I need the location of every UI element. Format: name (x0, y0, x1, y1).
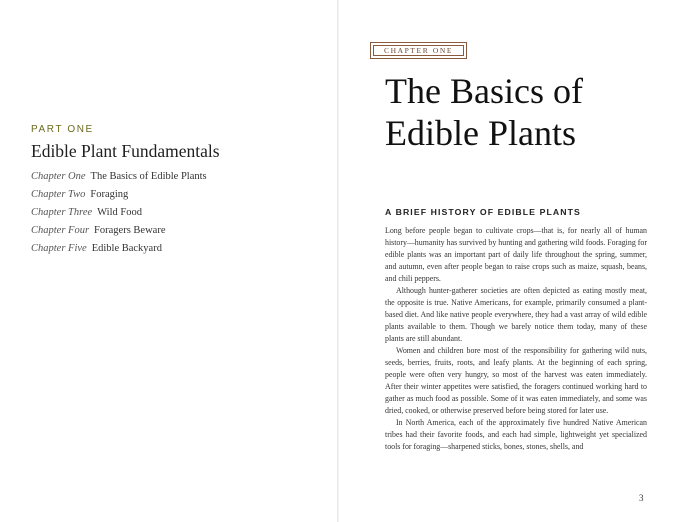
chapter-label: CHAPTER ONE (373, 45, 464, 56)
table-of-contents (31, 170, 207, 260)
paragraph: Long before people began to cultivate crops—that is, for nearly all of human history—humanity has survived by hunting and gathering wild foods. Foraging for edible plants was an important part of daily life throughout the spring, summer, and autumn, even after people began to raise crops such as maize, squash, beans, and chili peppers. (385, 226, 647, 283)
toc-chapter-title: Foragers Beware (94, 225, 166, 236)
toc-item (31, 242, 207, 260)
part-title: Edible Plant Fundamentals (31, 141, 220, 161)
toc-item (31, 188, 207, 206)
toc-chapter-label: Chapter Three (31, 207, 93, 218)
chapter-title: The Basics of Edible Plants (385, 71, 583, 153)
paragraph: Women and children bore most of the responsibility for gathering wild nuts, seeds, berries, fruits, roots, and leafy plants. At the beginning of each spring, people were often very hungry, so most of the harvest was eaten immediately. After their winter appetites were satisfied, the foragers continued working hard to gather as much food as possible. Some of it was eaten immediately, and some was dried, cooked, or otherwise preserved before being stored for later use. (385, 346, 647, 415)
chapter-label-box (370, 42, 467, 59)
toc-item (31, 170, 207, 188)
toc-chapter-label: Chapter Five (31, 243, 87, 254)
body-text (385, 225, 647, 453)
toc-chapter-label: Chapter Four (31, 225, 90, 236)
toc-item (31, 224, 207, 242)
part-label: PART ONE (31, 124, 94, 135)
page-number: 3 (639, 493, 644, 503)
section-heading: A BRIEF HISTORY OF EDIBLE PLANTS (385, 207, 581, 217)
toc-chapter-title: Wild Food (97, 207, 142, 218)
toc-chapter-label: Chapter One (31, 171, 86, 182)
page-gutter (337, 0, 339, 522)
toc-chapter-title: Foraging (90, 189, 129, 200)
paragraph: Although hunter-gatherer societies are often depicted as eating mostly meat, the opposite is true. Native Americans, for example, primarily consumed a plant-based diet. And like native people everywhere, they had a vast array of wild edible plants available to them. Though we barely notice them today, many of these plants are still abundant. (385, 286, 647, 343)
toc-item (31, 206, 207, 224)
paragraph: In North America, each of the approximately five hundred Native American tribes had their favorite foods, and each had simple, lightweight yet specialized tools for foraging—sharpened sticks, bones, stones, shells, and (385, 418, 647, 451)
toc-chapter-title: The Basics of Edible Plants (90, 171, 207, 182)
toc-chapter-title: Edible Backyard (91, 243, 162, 254)
toc-chapter-label: Chapter Two (31, 189, 86, 200)
